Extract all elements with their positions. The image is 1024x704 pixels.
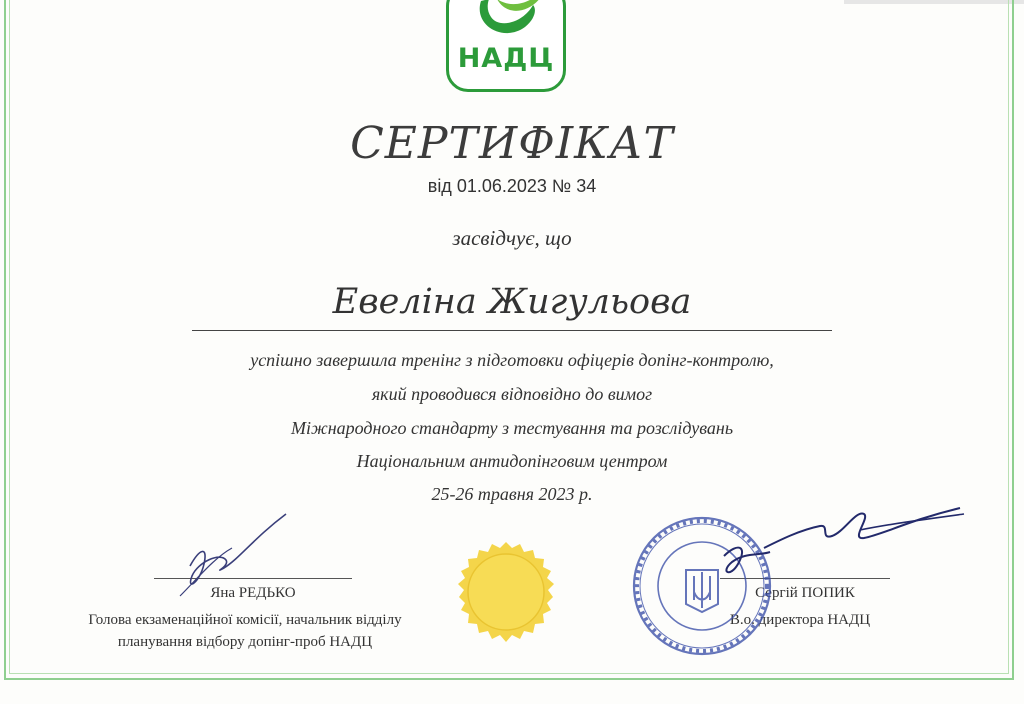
body-line-4: Національним антидопінговим центром bbox=[356, 451, 668, 471]
left-signer-name: Яна РЕДЬКО bbox=[210, 585, 296, 601]
right-signer-name: Сергій ПОПИК bbox=[755, 585, 855, 601]
nadc-logo-swoosh-icon bbox=[463, 0, 549, 45]
right-signature-line bbox=[720, 578, 890, 579]
left-signer-role-1: Голова екзаменаційної комісії, начальник відділу bbox=[88, 612, 402, 628]
body-line-2: який проводився відповідно до вимог bbox=[371, 384, 653, 404]
left-signature-line bbox=[154, 578, 352, 579]
nadc-logo bbox=[446, 0, 566, 92]
certificate-border-inner bbox=[9, 0, 1009, 674]
recipient-underline bbox=[192, 330, 832, 331]
logo-text: НАДЦ bbox=[457, 43, 555, 74]
body-line-5: 25-26 травня 2023 р. bbox=[431, 484, 593, 504]
body-line-1: успішно завершила тренінг з підготовки офіцерів допінг-контролю, bbox=[250, 350, 774, 370]
certificate-title: СЕРТИФІКАТ bbox=[350, 118, 674, 169]
recipient-name: Евеліна Жигульова bbox=[332, 282, 692, 322]
certificate-number-date: від 01.06.2023 № 34 bbox=[427, 176, 597, 196]
left-signer-role-2: планування відбору допінг-проб НАДЦ bbox=[117, 634, 373, 650]
certifies-text: засвідчує, що bbox=[452, 226, 572, 250]
body-line-3: Міжнародного стандарту з тестування та розслідувань bbox=[290, 418, 734, 438]
right-signer-role: В.о. директора НАДЦ bbox=[729, 612, 871, 628]
